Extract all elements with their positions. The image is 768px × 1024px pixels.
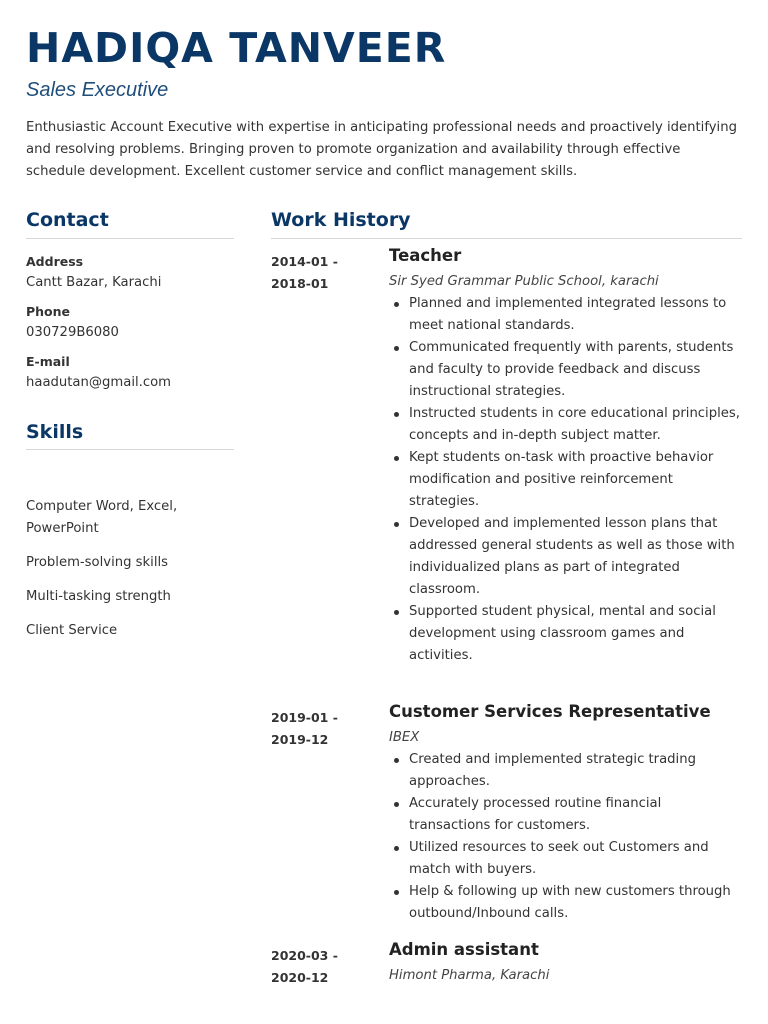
- skill-item: Client Service: [26, 623, 118, 638]
- skills-list: [26, 496, 236, 654]
- job-date-from: 2019-01 -: [271, 710, 338, 725]
- job-dates: [271, 707, 381, 751]
- address-label: Address: [26, 254, 84, 269]
- job-bullet: Planned and implemented integrated lessons to meet national standards.: [389, 293, 743, 337]
- contact-divider: [26, 238, 234, 239]
- candidate-role: Sales Executive: [26, 79, 169, 101]
- skills-divider: [26, 449, 234, 450]
- job-bullet: Developed and implemented lesson plans that addressed general students as well as those with individualized plans as part of integrated classroom.: [389, 513, 743, 601]
- job-bullet-list: [389, 749, 743, 925]
- skill-item: Problem-solving skills: [26, 555, 169, 570]
- work-history-divider: [271, 238, 742, 239]
- phone-label: Phone: [26, 304, 71, 319]
- job-title: Admin assistant: [389, 940, 539, 959]
- job-bullet: Supported student physical, mental and social development using classroom games and activities.: [389, 601, 743, 667]
- job-bullet: Accurately processed routine financial transactions for customers.: [389, 793, 743, 837]
- email-value: haadutan@gmail.com: [26, 375, 172, 390]
- work-history-section-title: Work History: [271, 209, 411, 231]
- skills-section-title: Skills: [26, 421, 84, 443]
- job-company: Himont Pharma, Karachi: [389, 968, 550, 983]
- job-company: Sir Syed Grammar Public School, karachi: [389, 274, 659, 289]
- professional-summary: Enthusiastic Account Executive with expertise in anticipating professional needs and proactively identifying and resolving problems. Bringing proven to promote organization and availability through effective schedule development. Excellent customer service and conflict management skills.: [26, 120, 737, 179]
- candidate-name: HADIQA TANVEER: [26, 24, 447, 72]
- job-date-to: 2019-12: [271, 732, 329, 747]
- job-date-from: 2014-01 -: [271, 254, 338, 269]
- job-bullet: Help & following up with new customers through outbound/Inbound calls.: [389, 881, 743, 925]
- address-value: Cantt Bazar, Karachi: [26, 275, 162, 290]
- job-bullet: Utilized resources to seek out Customers and match with buyers.: [389, 837, 743, 881]
- job-dates: [271, 945, 381, 989]
- job-dates: [271, 251, 381, 295]
- job-company: IBEX: [389, 730, 420, 745]
- job-date-from: 2020-03 -: [271, 948, 338, 963]
- job-bullet: Instructed students in core educational principles, concepts and in-depth subject matter.: [389, 403, 743, 447]
- contact-section-title: Contact: [26, 209, 109, 231]
- job-bullet-list: [389, 293, 743, 667]
- skill-item: Multi-tasking strength: [26, 589, 171, 604]
- job-date-to: 2018-01: [271, 276, 329, 291]
- job-title: Customer Services Representative: [389, 702, 711, 721]
- job-date-to: 2020-12: [271, 970, 329, 985]
- skill-item: Computer Word, Excel, PowerPoint: [26, 499, 178, 536]
- job-bullet: Communicated frequently with parents, students and faculty to provide feedback and discuss instructional strategies.: [389, 337, 743, 403]
- job-bullet: Created and implemented strategic trading approaches.: [389, 749, 743, 793]
- phone-value: 030729B6080: [26, 325, 119, 340]
- job-title: Teacher: [389, 246, 462, 265]
- job-bullet: Kept students on-task with proactive behavior modification and positive reinforcement strategies.: [389, 447, 743, 513]
- email-label: E-mail: [26, 354, 70, 369]
